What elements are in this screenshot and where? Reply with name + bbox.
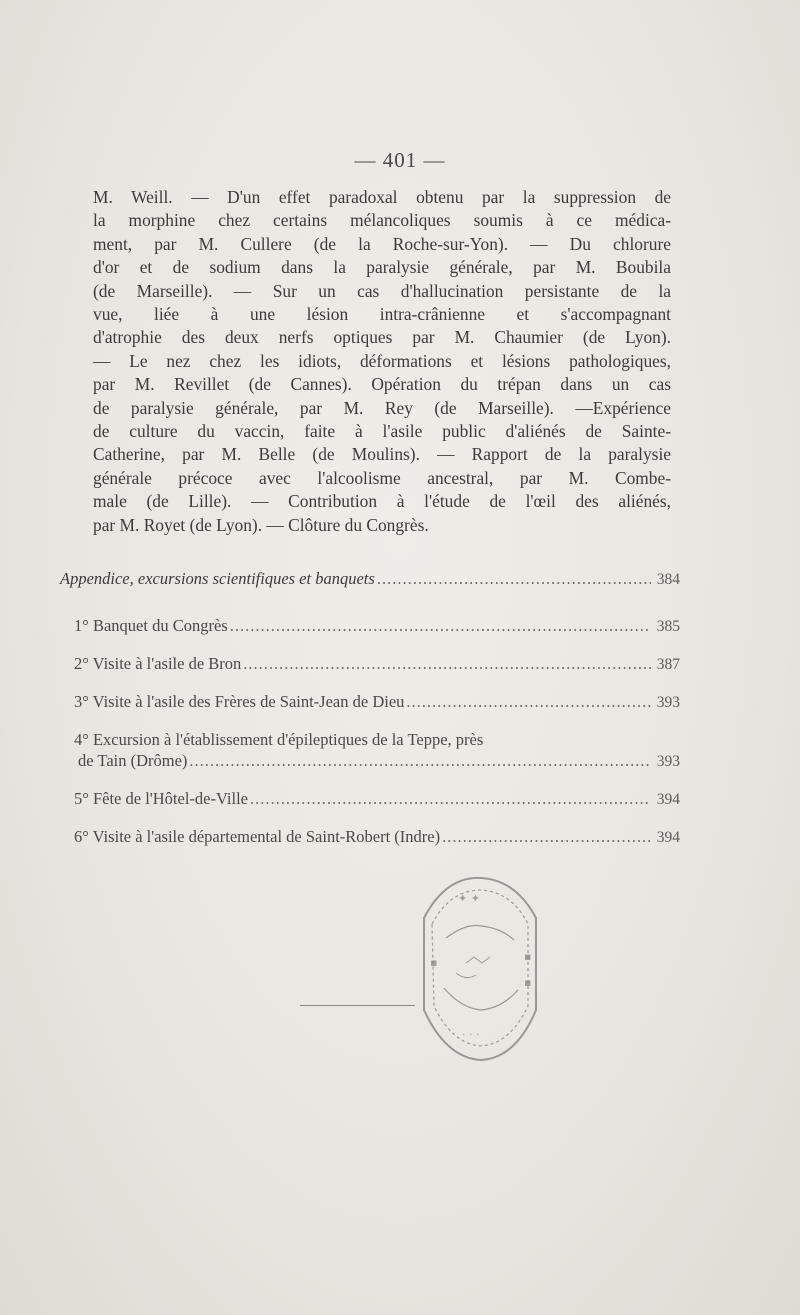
paragraph-line: de paralysie générale, par M. Rey (de Marseille). —Expérience — [93, 397, 671, 418]
toc-section-heading — [60, 569, 680, 589]
paragraph-line: male (de Lille). — Contribution à l'étude de l'œil des aliénés, — [93, 491, 671, 512]
paragraph-line: ment, par M. Cullere (de la Roche-sur-Yon). — Du chlorure — [93, 233, 671, 254]
stamp-rule-line — [300, 1005, 415, 1006]
page-number: — 401 — — [354, 148, 446, 172]
dot-leader — [377, 569, 651, 589]
paragraph-line: par M. Revillet (de Cannes). Opération du trépan dans un cas — [93, 374, 671, 395]
paragraph-line: Catherine, par M. Belle (de Moulins). — Rapport de la paralysie — [93, 444, 671, 465]
toc-entry-title: 2° Visite à l'asile de Bron — [74, 654, 242, 673]
dot-leader — [442, 827, 651, 847]
toc-heading-page: 384 — [656, 571, 680, 588]
paragraph-line: la morphine chez certains mélancoliques soumis à ce médica- — [93, 210, 671, 231]
dot-leader — [230, 616, 651, 636]
toc-entry-continuation — [74, 751, 680, 774]
paragraph-line: d'atrophie des deux nerfs optiques par M. Chaumier (de Lyon). — [93, 327, 671, 348]
svg-text:· · ·: · · · — [462, 1028, 480, 1041]
paragraph-line: d'or et de sodium dans la paralysie générale, par M. Boubila — [93, 257, 671, 278]
dot-leader — [406, 692, 650, 712]
dot-leader — [243, 654, 650, 674]
svg-text:✦ ✦: ✦ ✦ — [458, 892, 480, 905]
paragraph-line: M. Weill. — D'un effet paradoxal obtenu par la suppression de — [93, 187, 671, 207]
toc-heading-title: Appendice, excursions scientifiques et banquets — [60, 569, 375, 588]
toc-entry-page: 394 — [656, 791, 680, 808]
toc-entry-title: 1° Banquet du Congrès — [74, 616, 228, 635]
toc-entry-page: 393 — [656, 753, 680, 770]
toc-entry-page: 393 — [656, 694, 680, 711]
dot-leader — [250, 789, 651, 809]
toc-entry — [74, 692, 680, 715]
dot-leader — [189, 751, 650, 771]
svg-text:▪: ▪ — [524, 950, 532, 963]
paragraph-line: vue, liée à une lésion intra-crânienne et s'accompagnant — [93, 304, 671, 325]
paragraph-line: (de Marseille). — Sur un cas d'hallucination persistante de la — [93, 280, 671, 301]
toc-entry-title-cont: de Tain (Drôme) — [78, 751, 188, 770]
toc-entry — [74, 616, 680, 639]
paragraph-line: de culture du vaccin, faite à l'asile public d'aliénés de Sainte- — [93, 421, 671, 442]
paragraph-line: — Le nez chez les idiots, déformations et lésions pathologiques, — [93, 350, 671, 371]
svg-text:▪: ▪ — [524, 976, 532, 989]
toc-entry — [74, 827, 680, 850]
toc-list — [74, 616, 680, 850]
paragraph-line: par M. Royet (de Lyon). — Clôture du Congrès. — [93, 514, 429, 535]
body-paragraph — [93, 186, 671, 537]
svg-text:▪: ▪ — [430, 956, 438, 969]
toc-entry-page: 385 — [656, 618, 680, 635]
toc-entry-page: 394 — [656, 829, 680, 846]
toc-entry-page: 387 — [656, 656, 680, 673]
toc-entry-title: 3° Visite à l'asile des Frères de Saint-Jean de Dieu — [74, 692, 405, 711]
toc-entry — [74, 789, 680, 812]
library-stamp-icon — [406, 868, 556, 1068]
paragraph-line: générale précoce avec l'alcoolisme ancestral, par M. Combe- — [93, 467, 671, 488]
toc-entry — [74, 654, 680, 677]
toc-entry-title: 4° Excursion à l'établissement d'épileptiques de la Teppe, près — [74, 730, 484, 749]
toc-entry — [74, 730, 680, 774]
toc-entry-title: 6° Visite à l'asile départemental de Saint-Robert (Indre) — [74, 827, 441, 846]
toc-entry-title: 5° Fête de l'Hôtel-de-Ville — [74, 789, 248, 808]
